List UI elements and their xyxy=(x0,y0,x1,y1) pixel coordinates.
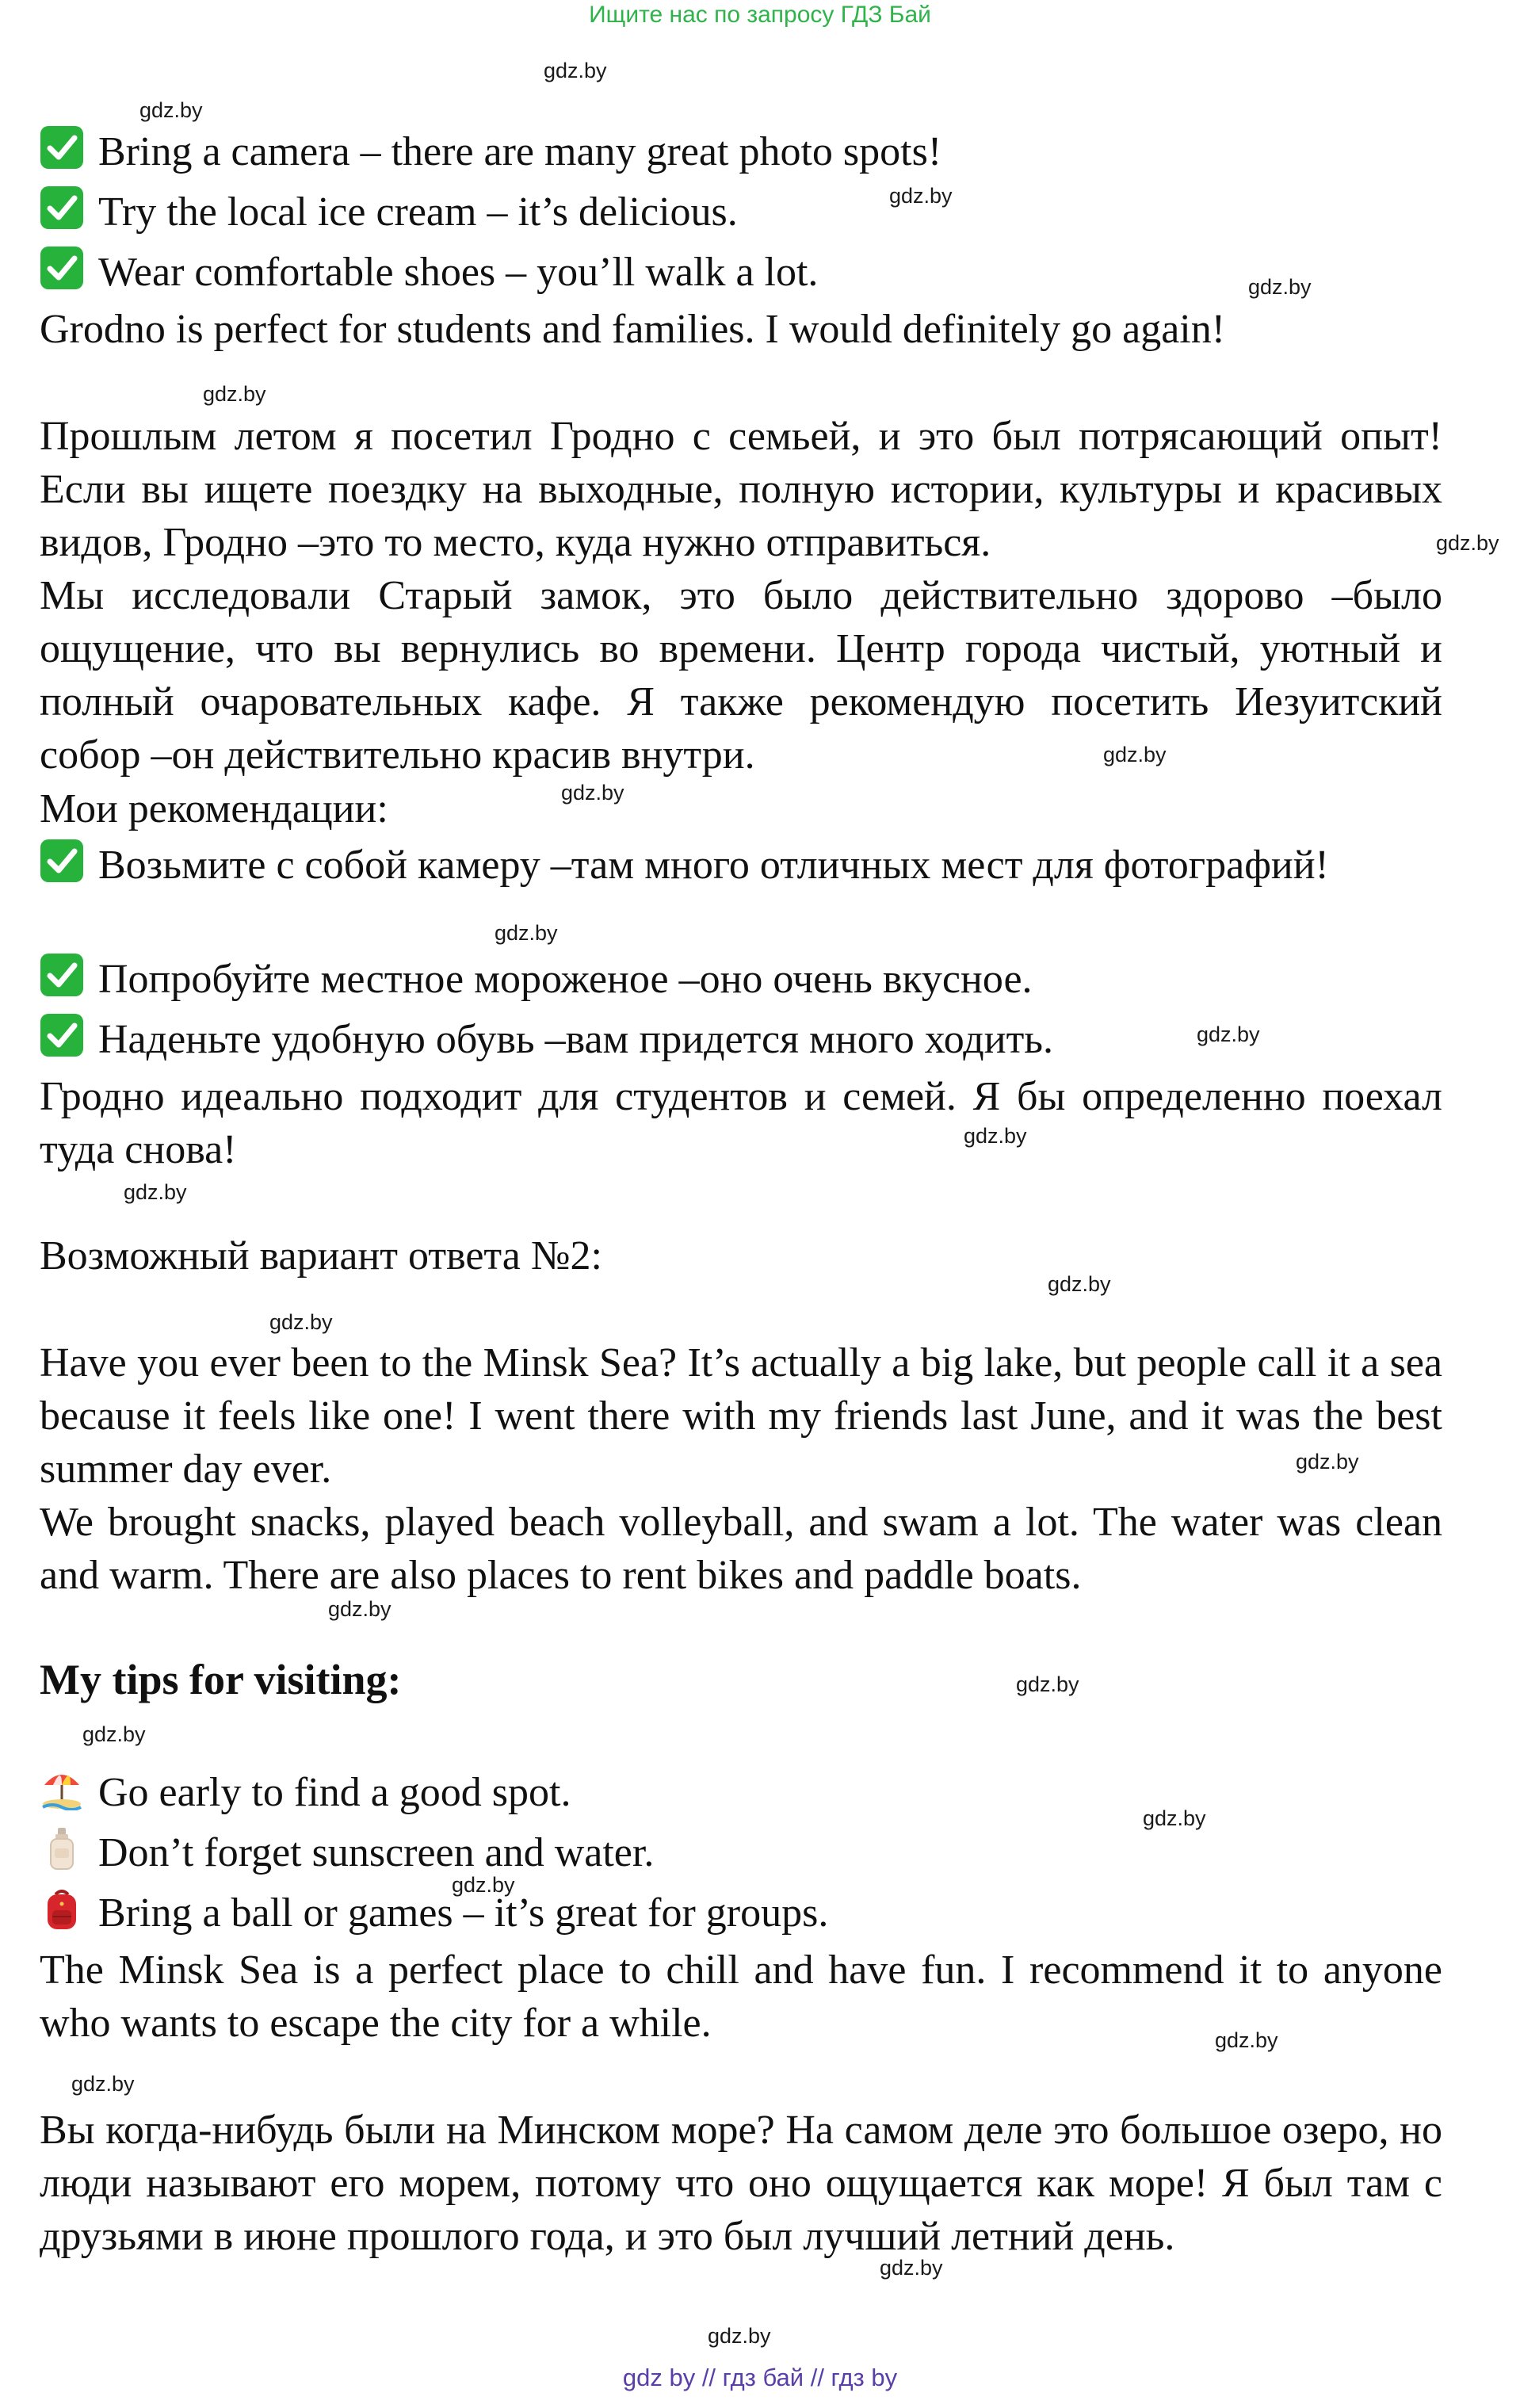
tips-heading: My tips for visiting: xyxy=(40,1656,402,1703)
tip-item xyxy=(40,1013,1442,1066)
check-icon xyxy=(40,1013,89,1057)
watermark: gdz.by xyxy=(561,781,624,805)
paragraph: Вы когда-нибудь были на Минском море? На самом деле это большое озеро, но люди называют его морем, потому что оно ощущается как море! Я был там с друзьями в июне прошлого года, и это был лучший летний день. xyxy=(40,2108,1442,2259)
tip-item xyxy=(40,839,1442,892)
watermark: gdz.by xyxy=(1215,2028,1278,2052)
tip-item xyxy=(40,1766,1442,1819)
recommendations-heading: Мои рекомендации: xyxy=(40,786,388,831)
tip-item xyxy=(40,246,1442,299)
tip-text: Don’t forget sunscreen and water. xyxy=(98,1830,655,1875)
watermark: gdz.by xyxy=(1103,743,1167,766)
watermark: gdz.by xyxy=(328,1597,391,1621)
closing-text: Grodno is perfect for students and families. I would definitely go again! xyxy=(40,307,1226,352)
lotion-bottle-icon xyxy=(40,1826,89,1871)
closing-text: Гродно идеально подходит для студентов и семей. Я бы определенно поехал туда снова! xyxy=(40,1074,1442,1172)
tip-item xyxy=(40,1886,1442,1940)
watermark: gdz.by xyxy=(495,921,558,945)
check-icon xyxy=(40,953,89,997)
tip-text: Bring a camera – there are many great photo spots! xyxy=(98,129,942,174)
watermark: gdz.by xyxy=(82,1722,146,1746)
check-icon xyxy=(40,185,89,230)
tip-text: Go early to find a good spot. xyxy=(98,1770,571,1815)
watermark: gdz.by xyxy=(124,1180,187,1204)
watermark: gdz.by xyxy=(269,1310,333,1334)
paragraph: Прошлым летом я посетил Гродно с семьей, и это был потрясающий опыт! Если вы ищете поездку на выходные, полную истории, культуры и красивых видов, Гродно –это то место, куда нужно отправиться. xyxy=(40,414,1442,565)
paragraph: Have you ever been to the Minsk Sea? It’s actually a big lake, but people call it a sea because it feels like one! I went there with my friends last June, and it was the best summer day ever. xyxy=(40,1340,1442,1492)
tip-text: Wear comfortable shoes – you’ll walk a lot. xyxy=(98,250,819,295)
tip-item xyxy=(40,953,1442,1006)
search-banner[interactable]: Ищите нас по запросу ГДЗ Бай xyxy=(589,2,931,28)
tip-item xyxy=(40,185,1442,239)
check-icon xyxy=(40,246,89,290)
variant-heading: Возможный вариант ответа №2: xyxy=(40,1233,602,1279)
watermark: gdz.by xyxy=(1248,275,1312,299)
tip-text: Попробуйте местное мороженое –оно очень вкусное. xyxy=(98,957,1033,1002)
beach-umbrella-icon xyxy=(40,1766,89,1810)
watermark: gdz.by xyxy=(544,59,607,82)
watermark: gdz.by xyxy=(139,98,203,122)
watermark: gdz.by xyxy=(1016,1672,1079,1696)
paragraph: Мы исследовали Старый замок, это было действительно здорово –было ощущение, что вы вернулись во времени. Центр города чистый, уютный и полный очаровательных кафе. Я также рекомендую посетить Иезуитский собор –он действительно красив внутри. xyxy=(40,573,1442,778)
tip-text: Наденьте удобную обувь –вам придется много ходить. xyxy=(98,1017,1054,1062)
watermark: gdz.by xyxy=(203,382,266,406)
watermark: gdz.by xyxy=(71,2072,135,2096)
closing-text: The Minsk Sea is a perfect place to chill and have fun. I recommend it to anyone who wants to escape the city for a while. xyxy=(40,1947,1442,2046)
watermark: gdz.by xyxy=(708,2324,771,2348)
watermark: gdz.by xyxy=(452,1873,515,1897)
watermark: gdz.by xyxy=(1048,1272,1111,1296)
check-icon xyxy=(40,839,89,883)
watermark: gdz.by xyxy=(1143,1806,1206,1830)
check-icon xyxy=(40,125,89,170)
backpack-icon xyxy=(40,1886,89,1931)
tip-text: Возьмите с собой камеру –там много отличных мест для фотографий! xyxy=(98,843,1329,888)
watermark: gdz.by xyxy=(880,2256,943,2280)
footer-links[interactable]: gdz by // гдз бай // гдз by xyxy=(622,2364,898,2391)
tip-item xyxy=(40,125,1442,178)
watermark: gdz.by xyxy=(889,184,953,208)
paragraph: We brought snacks, played beach volleyball, and swam a lot. The water was clean and warm. There are also places to rent bikes and paddle boats. xyxy=(40,1500,1442,1598)
tip-item xyxy=(40,1826,1442,1879)
tip-text: Bring a ball or games – it’s great for groups. xyxy=(98,1890,829,1936)
tip-text: Try the local ice cream – it’s delicious. xyxy=(98,189,738,235)
watermark: gdz.by xyxy=(964,1124,1027,1148)
watermark: gdz.by xyxy=(1436,531,1499,555)
watermark: gdz.by xyxy=(1296,1450,1359,1473)
watermark: gdz.by xyxy=(1197,1022,1260,1046)
